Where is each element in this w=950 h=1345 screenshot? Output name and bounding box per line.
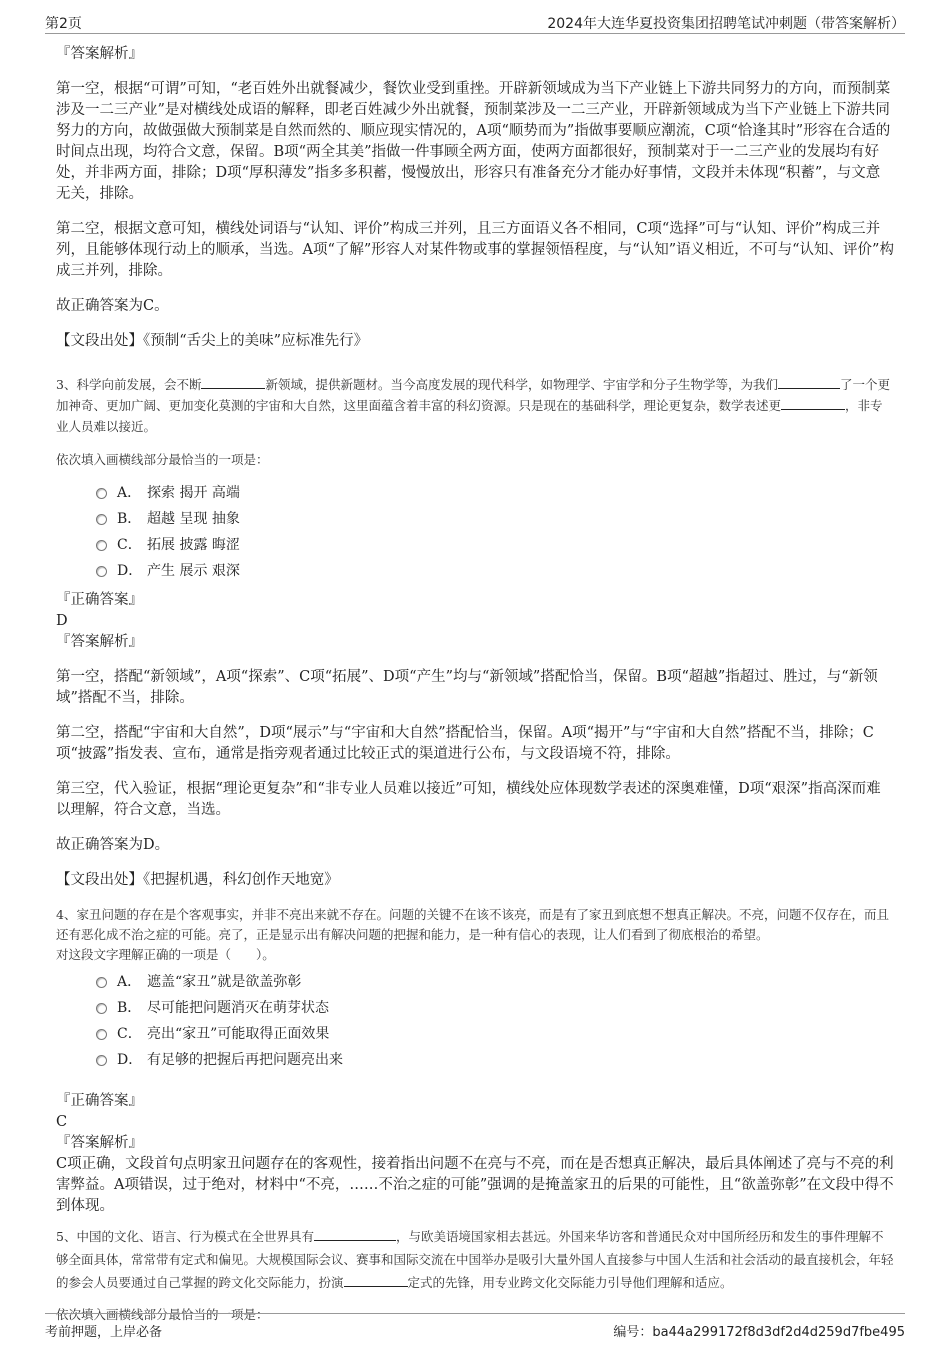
q3-prompt: 依次填入画横线部分最恰当的一项是： xyxy=(56,452,269,467)
option-text: 产生 展示 艰深 xyxy=(147,563,240,579)
q2-analysis-p1: 第一空，根据“可谓”可知，“老百姓外出就餐减少，餐饮业受到重挫。开辟新领域成为当下产业链上下游共同努力的方向，而预制菜涉及一二三产业”是对横线处成语的解释，即老百姓减少外出就餐，预制菜涉及一二三产业，开辟新领域成为当下产业链上下游共同努力的方向，故做强做大预制菜是自然而然的、顺应现实情况的，A项“顺势而为”指做事要顺应潮流，C项“恰逢其时”形容在合适的时间点出现，均符合文意，保留。B项“两全其美”指做一件事顾全两方面，使两方面都很好，预制菜对于一二三产业的发展均有好处，并非两方面，排除；D项“厚积薄发”指多多积蓄，慢慢放出，形容只有准备充分才能办好事情，文段并未体现“积蓄”，与文意无关，排除。 xyxy=(56,81,891,202)
option-text: 有足够的把握后再把问题亮出来 xyxy=(147,1052,343,1068)
q5-stem-part: 定式的先锋，用专业跨文化交际能力引导他们理解和适应。 xyxy=(407,1275,733,1290)
q3-source: 【文段出处】《把握机遇，科幻创作天地宽》 xyxy=(56,872,339,888)
q5-blank-2 xyxy=(344,1273,408,1287)
radio-icon[interactable] xyxy=(96,540,107,551)
q5-stem xyxy=(56,1225,894,1294)
q3-option-a[interactable] xyxy=(96,480,894,506)
q3-stem-part: ，非专业人员难以接近。 xyxy=(56,398,883,434)
option-text: 拓展 披露 晦涩 xyxy=(147,537,240,553)
option-text: 亮出“家丑”可能取得正面效果 xyxy=(147,1026,330,1042)
q3-blank-2 xyxy=(778,375,840,389)
page-footer xyxy=(45,1313,905,1345)
option-text: 超越 呈现 抽象 xyxy=(147,511,240,527)
q2-answer: 故正确答案为C。 xyxy=(56,298,169,314)
q3-analysis-p3: 第三空，代入验证，根据“理论更复杂”和“非专业人员难以接近”可知，横线处应体现数学表述的深奥难懂，D项“艰深”指高深而难以理解，符合文意，当选。 xyxy=(56,781,881,818)
q4-option-b[interactable] xyxy=(96,995,894,1021)
q3-analysis-p2: 第二空，搭配“宇宙和大自然”，D项“展示”与“宇宙和大自然”搭配恰当，保留。A项“揭开”与“宇宙和大自然”搭配不当，排除；C项“披露”指发表、宣布，通常是指旁观者通过比较正式的渠道进行公布，与文段语境不符，排除。 xyxy=(56,725,874,762)
q4-correct-title: 『正确答案』 xyxy=(56,1093,143,1109)
q3-option-b[interactable] xyxy=(96,506,894,532)
document-body xyxy=(56,44,894,1325)
q5-stem-part: ，与欧美语境国家相去甚远。外国来华访客和普通民众对中国所经历和发生的事件理解不够全面具体，常常带有定式和偏见。大规模国际会议、赛事和国际交流在中国举办是吸引大量外国人直接参与中国人生活和社会活动的最直接机会，年轻的参会人员要通过自己掌握的跨文化交际能力，扮演 xyxy=(56,1229,894,1290)
q5-blank-1 xyxy=(314,1227,396,1241)
q4-options xyxy=(96,969,894,1073)
option-label: D． xyxy=(117,1052,143,1068)
q2-source: 【文段出处】《预制“舌尖上的美味”应标准先行》 xyxy=(56,333,369,349)
q3-analysis-p1: 第一空，搭配“新领域”，A项“探索”、C项“拓展”、D项“产生”均与“新领域”搭配恰当，保留。B项“超越”指超过、胜过，与“新领域”搭配不当，排除。 xyxy=(56,669,878,706)
page-header xyxy=(0,0,950,40)
radio-icon[interactable] xyxy=(96,1055,107,1066)
radio-icon[interactable] xyxy=(96,488,107,499)
q3-option-d[interactable] xyxy=(96,558,894,584)
q3-stem-part: 3、科学向前发展，会不断 xyxy=(56,377,202,392)
document-id: 编号：ba44a299172f8d3df2d4d259d7fbe495 xyxy=(613,1325,905,1340)
option-text: 遮盖“家丑”就是欲盖弥彰 xyxy=(147,974,302,990)
footer-divider xyxy=(45,1313,905,1314)
q3-option-c[interactable] xyxy=(96,532,894,558)
q3-blank-1 xyxy=(201,375,265,389)
radio-icon[interactable] xyxy=(96,1003,107,1014)
footer-slogan: 考前押题，上岸必备 xyxy=(45,1325,163,1340)
q4-analysis-title: 『答案解析』 xyxy=(56,1135,143,1151)
q3-options xyxy=(96,480,894,584)
radio-icon[interactable] xyxy=(96,514,107,525)
q4-option-c[interactable] xyxy=(96,1021,894,1047)
option-label: A． xyxy=(117,974,142,990)
q3-correct-title: 『正确答案』 xyxy=(56,592,143,608)
q3-correct-answer: D xyxy=(56,613,68,629)
option-label: B． xyxy=(117,1000,142,1016)
q4-analysis-p1: C项正确，文段首句点明家丑问题存在的客观性，接着指出问题不在亮与不亮，而在是否想真正解决，最后具体阐述了亮与不亮的利害弊益。A项错误，过于绝对，材料中“不亮，……不治之症的可能”强调的是掩盖家丑的后果的可能性，且“欲盖弥彰”在文段中得不到体现。 xyxy=(56,1156,894,1214)
option-text: 探索 揭开 高端 xyxy=(147,485,240,501)
header-divider xyxy=(45,33,905,34)
q2-analysis-title: 『答案解析』 xyxy=(56,46,143,62)
q4-option-d[interactable] xyxy=(96,1047,894,1073)
page-number: 第2页 xyxy=(45,16,82,32)
q3-stem-part: 新领域，提供新题材。当今高度发展的现代科学，如物理学、宇宙学和分子生物学等，为我们 xyxy=(265,377,778,392)
q5-prompt: 依次填入画横线部分最恰当的一项是： xyxy=(56,1307,269,1322)
q4-stem: 4、家丑问题的存在是个客观事实，并非不亮出来就不存在。问题的关键不在该不该亮，而是有了家丑到底想不想真正解决。不亮，问题不仅存在，而且还有恶化成不治之症的可能。亮了，正是显示出有解决问题的把握和能力，是一种有信心的表现，让人们看到了彻底根治的希望。 xyxy=(56,907,889,942)
radio-icon[interactable] xyxy=(96,1029,107,1040)
option-label: C． xyxy=(117,1026,142,1042)
option-label: B． xyxy=(117,511,142,527)
radio-icon[interactable] xyxy=(96,566,107,577)
option-label: D． xyxy=(117,563,143,579)
q4-prompt: 对这段文字理解正确的一项是（ ）。 xyxy=(56,947,275,962)
option-label: A． xyxy=(117,485,142,501)
option-text: 尽可能把问题消灭在萌芽状态 xyxy=(147,1000,329,1016)
option-label: C． xyxy=(117,537,142,553)
q5-stem-part: 5、中国的文化、语言、行为模式在全世界具有 xyxy=(56,1229,314,1244)
q3-answer: 故正确答案为D。 xyxy=(56,837,170,853)
q4-option-a[interactable] xyxy=(96,969,894,995)
q3-stem-part: 了一个更加神奇、更加广阔、更加变化莫测的宇宙和大自然，这里面蕴含着丰富的科幻资源。只是现在的基础科学，理论更复杂，数学表述更 xyxy=(56,377,890,413)
q3-analysis-title: 『答案解析』 xyxy=(56,634,143,650)
q4-correct-answer: C xyxy=(56,1114,68,1130)
q3-blank-3 xyxy=(781,396,845,410)
q3-stem xyxy=(56,374,894,437)
radio-icon[interactable] xyxy=(96,977,107,988)
document-title: 2024年大连华夏投资集团招聘笔试冲刺题（带答案解析） xyxy=(547,16,905,32)
q2-analysis-p2: 第二空，根据文意可知，横线处词语与“认知、评价”构成三并列，且三方面语义各不相同，C项“选择”可与“认知、评价”构成三并列，且能够体现行动上的顺承，当选。A项“了解”形容人对某件物或事的掌握领悟程度，与“认知”语义相近，不可与“认知、评价”构成三并列，排除。 xyxy=(56,221,894,279)
